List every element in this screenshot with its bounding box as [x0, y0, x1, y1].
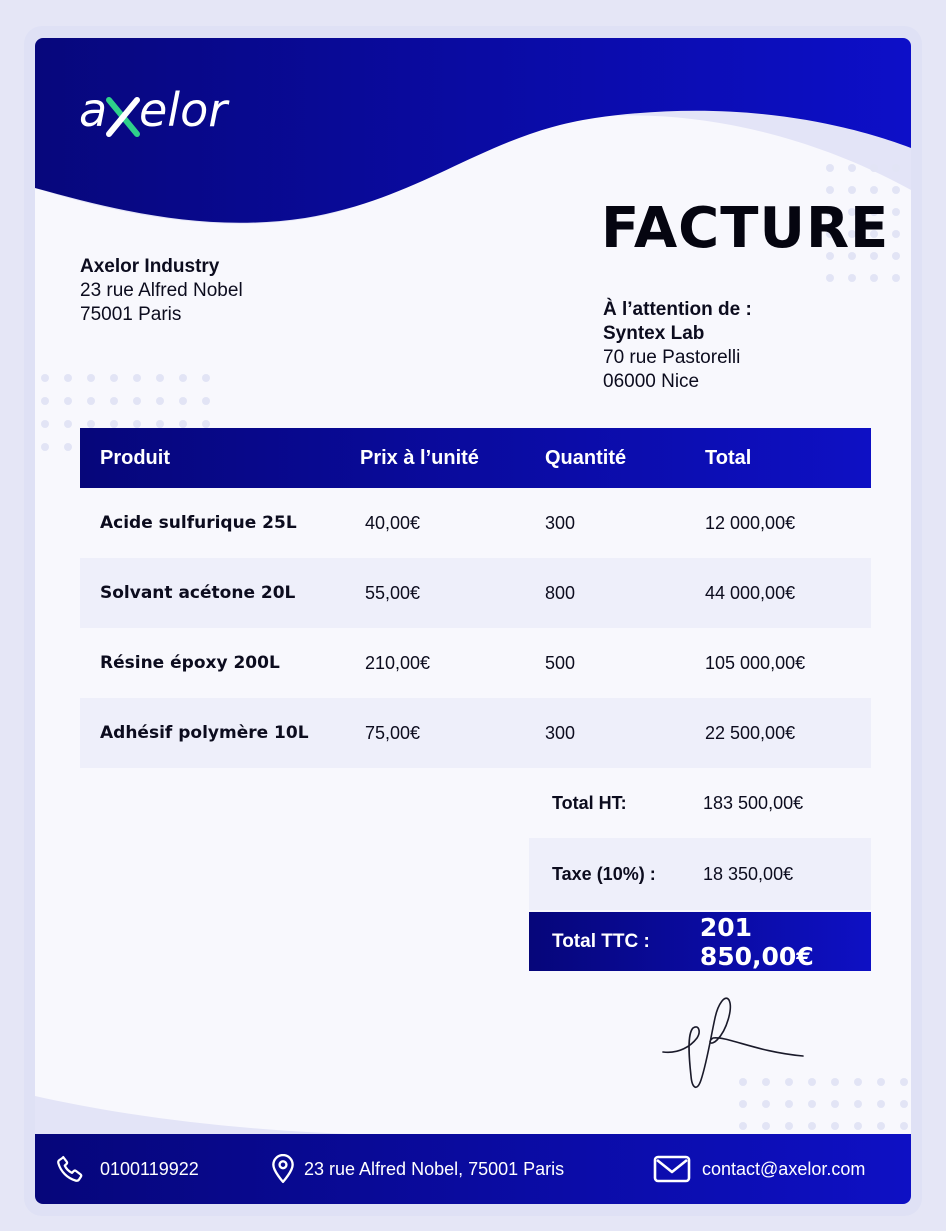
signature: [657, 988, 807, 1098]
subtotal-ht-label: Total HT:: [552, 792, 627, 813]
total-ttc-value: 201 850,00€: [699, 912, 814, 971]
table-row: [80, 628, 871, 698]
recipient-street: 70 rue Pastorelli: [603, 347, 741, 368]
cell-total: 44 000,00€: [705, 582, 796, 603]
svg-text:a: a: [79, 83, 108, 137]
sender-street: 23 rue Alfred Nobel: [80, 280, 243, 301]
cell-product: Solvant acétone 20L: [100, 583, 296, 603]
recipient-address: [603, 298, 752, 394]
location-pin-icon: [270, 1154, 296, 1184]
header-product: Produit: [100, 446, 170, 469]
footer-email: [653, 1134, 865, 1204]
tax-row: [529, 838, 871, 910]
recipient-name: Syntex Lab: [603, 323, 705, 344]
sender-address: [80, 255, 243, 327]
cell-unit-price: 210,00€: [365, 652, 431, 673]
mail-icon: [653, 1154, 691, 1184]
footer-bar: [35, 1134, 911, 1204]
table-header: [80, 428, 871, 488]
recipient-city: 06000 Nice: [603, 371, 700, 392]
cell-quantity: 800: [545, 582, 576, 603]
table-row: [80, 698, 871, 768]
cell-total: 22 500,00€: [705, 722, 796, 743]
cell-total: 105 000,00€: [705, 652, 806, 673]
axelor-logo: [79, 82, 249, 142]
cell-unit-price: 40,00€: [365, 512, 421, 533]
cell-product: Acide sulfurique 25L: [100, 513, 297, 533]
cell-unit-price: 75,00€: [365, 722, 421, 743]
cell-unit-price: 55,00€: [365, 582, 421, 603]
invoice-table: [80, 428, 871, 768]
recipient-label: À l’attention de :: [603, 299, 752, 320]
total-ttc-label: Total TTC :: [552, 930, 650, 952]
header-quantity: Quantité: [545, 446, 627, 469]
cell-quantity: 300: [545, 512, 576, 533]
svg-text:elor: elor: [139, 83, 228, 137]
footer-email-text[interactable]: contact@axelor.com: [702, 1158, 866, 1179]
cell-quantity: 300: [545, 722, 576, 743]
tax-value: 18 350,00€: [703, 863, 794, 884]
table-row: [80, 488, 871, 558]
document-title: FACTURE: [601, 196, 890, 261]
sender-name: Axelor Industry: [80, 256, 220, 277]
total-ttc-row: [529, 912, 871, 971]
invoice-sheet: [35, 38, 911, 1204]
sender-city: 75001 Paris: [80, 304, 182, 325]
subtotal-ht-row: [529, 778, 871, 828]
header-total: Total: [705, 446, 752, 469]
footer-address: [270, 1134, 564, 1204]
cell-total: 12 000,00€: [705, 512, 796, 533]
phone-icon: [55, 1154, 85, 1184]
table-row: [80, 558, 871, 628]
cell-product: Adhésif polymère 10L: [100, 723, 309, 743]
cell-product: Résine époxy 200L: [100, 653, 280, 673]
header-unit-price: Prix à l’unité: [360, 446, 479, 469]
subtotal-ht-value: 183 500,00€: [703, 792, 804, 813]
tax-label: Taxe (10%) :: [552, 863, 656, 884]
footer-phone: [55, 1134, 199, 1204]
footer-phone-text: 0100119922: [100, 1158, 199, 1179]
footer-address-text: 23 rue Alfred Nobel, 75001 Paris: [304, 1158, 565, 1179]
cell-quantity: 500: [545, 652, 576, 673]
